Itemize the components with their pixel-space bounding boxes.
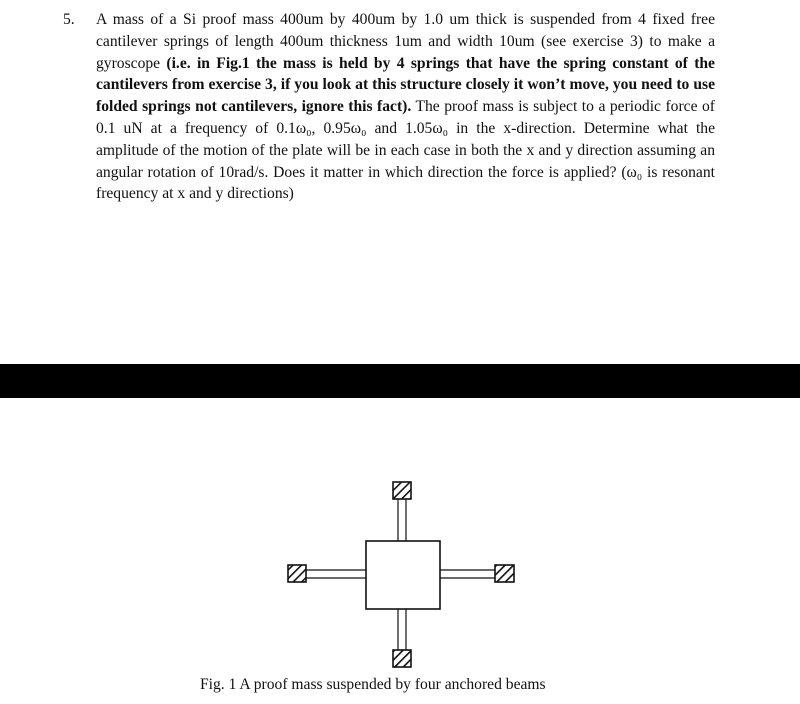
problem-text [96,9,715,205]
black-band [0,364,800,398]
anchor-bottom [393,650,411,667]
beam-right [440,570,495,578]
anchor-left [288,565,306,582]
problem-text-part-1: A mass of a Si proof mass 400um by 400um by 1.0 um thick is suspended from 4 fixed free cantilever springs of length 400um thickness 1um and width 10um (see exercise 3) to make a gyroscope [96,11,715,72]
anchor-top [393,482,411,499]
figure-caption: Fig. 1 A proof mass suspended by four anchored beams [200,676,546,693]
beam-bottom [398,609,406,650]
gyroscope-figure [0,470,800,680]
proof-mass [366,541,440,609]
problem-text-part-3: The proof mass is subject to a periodic force of 0.1 uN at a frequency of 0.1ω₀, 0.95ω₀ and 1.05ω₀ in the x-direction. Determine what the amplitude of the motion of the plate will be in each case in both the x and y direction assuming an angular rotation of 10rad/s. Does it matter in which direction the force is applied? (ω₀ is resonant frequency at x and y directions) [96,98,715,203]
problem-5 [63,9,715,205]
beam-left [306,570,366,578]
beam-top [398,499,406,541]
problem-text-part-2-bold: (i.e. in Fig.1 the mass is held by 4 springs that have the spring constant of the cantilevers from exercise 3, if you look at this structure closely it won’t move, you need to use folded springs not cantilevers, ignore this fact). [96,54,715,116]
anchor-right [495,565,514,582]
problem-number: 5. [63,11,75,28]
